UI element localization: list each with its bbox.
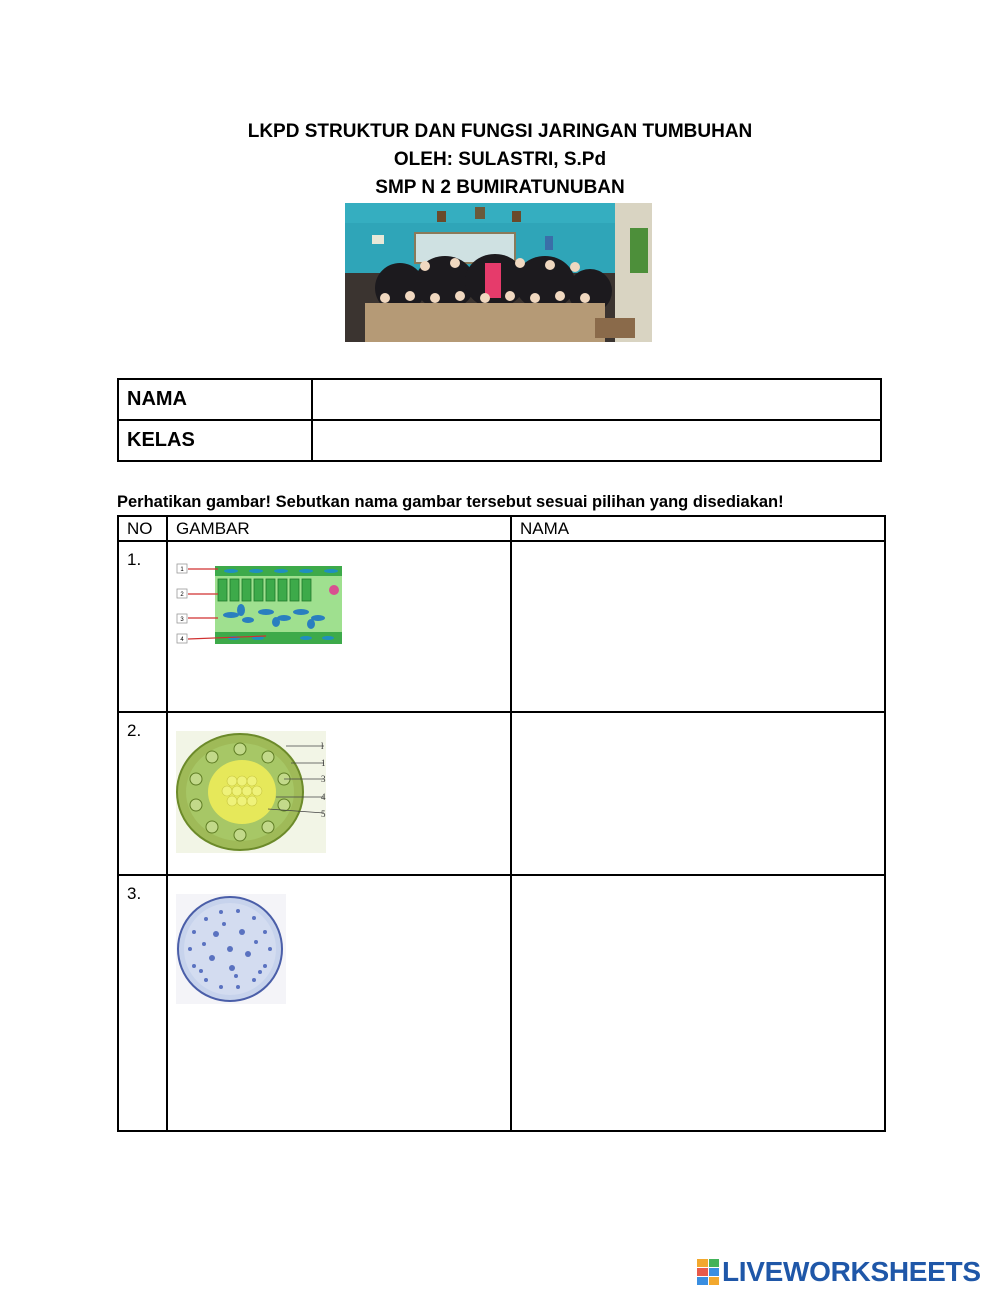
stem-label-top: l — [321, 741, 324, 751]
liveworksheets-logo — [697, 1256, 981, 1288]
instruction-text: Perhatikan gambar! Sebutkan nama gambar tersebut sesuai pilihan yang disediakan! — [117, 493, 784, 511]
table-row — [118, 875, 885, 1131]
header-gambar: GAMBAR — [167, 516, 511, 541]
name-label: NAMA — [118, 379, 312, 420]
liveworksheets-icon — [697, 1259, 719, 1285]
root-cross-section-image — [176, 894, 286, 1004]
image-cell — [167, 875, 511, 1131]
row-number: 1. — [118, 541, 167, 712]
image-cell — [167, 712, 511, 875]
leaf-label-3: 3 — [180, 617, 184, 623]
header-no: NO — [118, 516, 167, 541]
leaf-label-1: 1 — [180, 567, 184, 573]
class-photo — [345, 203, 652, 342]
header-nama: NAMA — [511, 516, 885, 541]
stem-label-1: 1 — [321, 758, 326, 768]
stem-label-5: 5 — [321, 809, 326, 819]
table-row — [118, 541, 885, 712]
name-row — [118, 379, 881, 420]
identity-table — [117, 378, 882, 462]
class-field[interactable] — [312, 420, 881, 461]
stem-cross-section-image — [176, 731, 331, 853]
class-row — [118, 420, 881, 461]
name-field[interactable] — [312, 379, 881, 420]
leaf-label-2: 2 — [180, 592, 184, 598]
row-number: 2. — [118, 712, 167, 875]
leaf-cross-section-image — [176, 560, 346, 650]
leaf-label-4: 4 — [180, 637, 184, 643]
question-table — [117, 515, 886, 1132]
class-label: KELAS — [118, 420, 312, 461]
worksheet-author: OLEH: SULASTRI, S.Pd — [393, 149, 607, 170]
row-number: 3. — [118, 875, 167, 1131]
answer-field[interactable] — [511, 712, 885, 875]
worksheet-header — [0, 118, 1000, 202]
image-cell — [167, 541, 511, 712]
answer-field[interactable] — [511, 875, 885, 1131]
table-row — [118, 712, 885, 875]
worksheet-title: LKPD STRUKTUR DAN FUNGSI JARINGAN TUMBUHAN — [247, 121, 753, 142]
worksheet-school: SMP N 2 BUMIRATUNUBAN — [375, 177, 625, 198]
stem-label-4: 4 — [321, 792, 326, 802]
answer-field[interactable] — [511, 541, 885, 712]
liveworksheets-brand: LIVEWORKSHEETS — [722, 1256, 981, 1287]
table-header-row — [118, 516, 885, 541]
stem-label-3: 3 — [321, 774, 326, 784]
